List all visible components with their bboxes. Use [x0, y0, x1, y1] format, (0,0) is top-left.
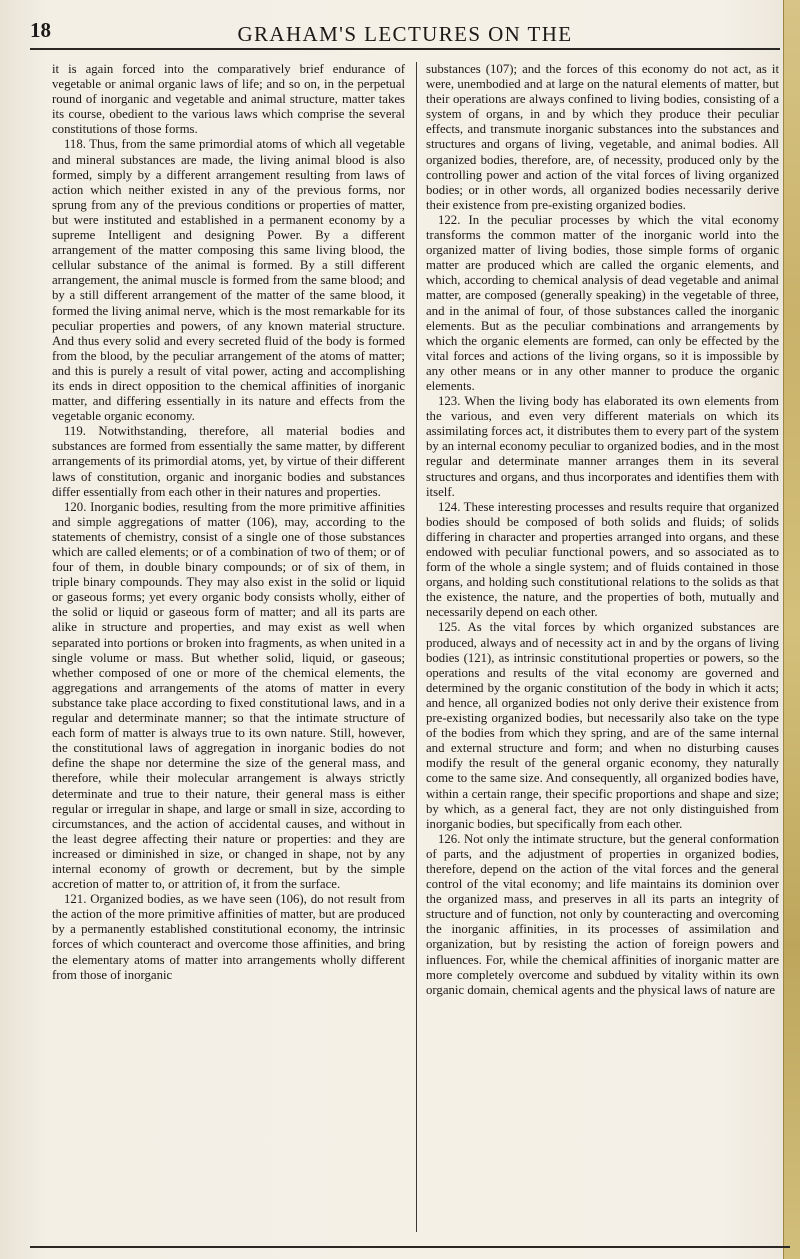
paragraph: 122. In the peculiar processes by which the vital economy transforms the common matter of the inorganic world into the organized matter of living bodies, those simple forms of organic matter are produced which are called the organic elements, and which, according to chemical analysis of dead vegetable and animal matter, are composed (generally speaking) in the vegetable of three, and in the animal of four, of those substances called the inorganic elements. But as the peculiar combinations and arrangements by which the organic elements are formed, can only be effected by the vital forces and actions of the living organs, so it is impossible by any other means or in any other manner to produce the organic elements. — [426, 212, 779, 393]
text-columns — [52, 62, 780, 1242]
paragraph: 126. Not only the intimate structure, but the general conformation of parts, and the adjustment of properties in organized bodies, therefore, depend on the action of the vital forces and the general control of the vital economy; and life maintains its dominion over the organized mass, and preserves in all its parts an integrity of structure and of function, not only by counteracting and overcoming the inorganic affinities, in its processes of assimilation and organization, but by resisting the action of foreign powers and influences. For, while the chemical affinities of inorganic matter are more completely overcome and subdued by vitality within its own organic domain, chemical agents and the physical laws of nature are — [426, 831, 779, 997]
footer-rule — [30, 1246, 790, 1248]
left-column — [52, 62, 405, 1232]
running-head: GRAHAM'S LECTURES ON THE — [237, 22, 573, 46]
paragraph: it is again forced into the comparatively brief endurance of vegetable or animal organic laws of life; and so on, in the perpetual round of inorganic and vegetable and animal structure, matter takes its course, obedient to the various laws which comprise the several constitutions of those forms. — [52, 62, 405, 137]
paragraph: 120. Inorganic bodies, resulting from the more primitive affinities and simple aggregations of matter (106), may, according to the statements of chemistry, consist of a single one of those substances which are called elements; or of a combination of two of them; or of four of them, in double binary compounds; or of six of them, in triple binary compounds. They may also exist in the solid or liquid or gaseous forms; yet every organic body consists wholly, either of the solid or liquid or gaseous form of matter; and all its parts are alike in structure and properties, and may exist as well when separated into portions or broken into fragments, as when united in a single volume or mass. But whether solid, liquid, or gaseous; whether composed of one or more of the chemical elements, the aggregations and arrangements of the atoms of matter in every substance take place according to fixed constitutional laws, and in a regular and determinate manner; so that the intimate structure of each form of matter is always true to its own nature. Still, however, the constitutional laws of aggregation in inorganic bodies do not define the shape nor determine the size of the general mass, and therefore, while their molecular arrangement is always strictly determinate and true to their nature, their general mass is either regular or irregular in shape, and large or small in size, according to circumstances, and the action of accidental causes, and without in the least degree affecting their nature or properties: and they are increased or diminished in size, or changed in shape, not by any internal economy of growth or decrement, but by the simple accretion of matter to, or attrition of, it from the surface. — [52, 499, 405, 892]
paragraph: 121. Organized bodies, as we have seen (106), do not result from the action of the more primitive affinities of matter, but are produced by a permanently established constitutional economy, the intrinsic forces of which counteract and overcome those affinities, and bring the elementary atoms of matter into arrangements wholly different from those of inorganic — [52, 892, 405, 982]
page-number: 18 — [30, 18, 51, 42]
paragraph: 119. Notwithstanding, therefore, all material bodies and substances are formed from essentially the same matter, by different arrangements of its primordial atoms, yet, by virtue of their different laws of constitution, organic and inorganic bodies and substances differ essentially from each other in their natures and properties. — [52, 424, 405, 499]
page-edge — [783, 0, 800, 1259]
paragraph: 123. When the living body has elaborated its own elements from the various, and even very different materials on which its assimilating forces act, it distributes them to every part of the system by an internal economy peculiar to organized bodies, and in the most regular and determinate manner arranges them in its several structures and organs, and thus incorporates and identifies them with itself. — [426, 394, 779, 499]
right-column — [426, 62, 779, 1232]
column-divider — [416, 62, 417, 1232]
page-header — [30, 8, 780, 50]
paragraph: substances (107); and the forces of this economy do not act, as it were, unembodied and at large on the natural elements of matter, but their operations are always confined to living bodies, consisting of a system of organs, in and by which they produce their peculiar effects, and transmute inorganic substances into the substances and structures and organs of living, vegetable, and animal bodies. All organized bodies, therefore, are, of necessity, produced only by the controlling power and action of the vital forces of living organized bodies; or in other words, all organized bodies necessarily derive their existence from pre-existing organized bodies. — [426, 62, 779, 212]
paragraph: 124. These interesting processes and results require that organized bodies should be composed of both solids and fluids; of solids differing in character and properties arranged into organs, and these endowed with peculiar functional powers, and so associated as to form of the whole a single system; and of fluids contained in those organs, and holding such constitutional relations to the solids as that the existence, the nature, and the properties of both, mutually and necessarily depend on each other. — [426, 499, 779, 620]
paragraph: 125. As the vital forces by which organized substances are produced, always and of necessity act in and by the organs of living bodies (121), as intrinsic constitutional properties or powers, so the operations and results of the vital economy are governed and determined by the organic constitution of the body in which it acts; and hence, all organized bodies not only derive their existence from pre-existing organized bodies, but necessarily also take on the type of the bodies from which they spring, and are of the same internal and external structure and form; and when no disturbing causes modify the result of the general organic economy, they naturally come to the same size. And consequently, all organized bodies have, within a certain range, their specific proportions and shape and size; by which, as a general fact, they are not only distinguished from inorganic bodies, but specifically from each other. — [426, 620, 779, 831]
paragraph: 118. Thus, from the same primordial atoms of which all vegetable and mineral substances are made, the living animal blood is also formed, simply by a different arrangement resulting from laws of action which neither existed in any of the previous forms, nor sprung from any of the previous conditions or properties of matter, but were instituted and established in a permanent economy by a supreme Intelligent and designing Power. By a different arrangement of the matter composing this same living blood, the cellular substance of the animal is formed. By a still different arrangement, the animal muscle is formed from the same blood; and by a still different arrangement of the matter of the same blood, it formed the living animal nerve, which is the most remarkable for its peculiar properties and powers, of any known material structure. And thus every solid and every secreted fluid of the body is formed from the blood, by the peculiar arrangement of the atoms of matter; and this is purely a result of vital power, acting and accomplishing its ends in direct opposition to the chemical affinities of inorganic matter, and differing essentially in its nature and effects from the vegetable organic economy. — [52, 137, 405, 424]
